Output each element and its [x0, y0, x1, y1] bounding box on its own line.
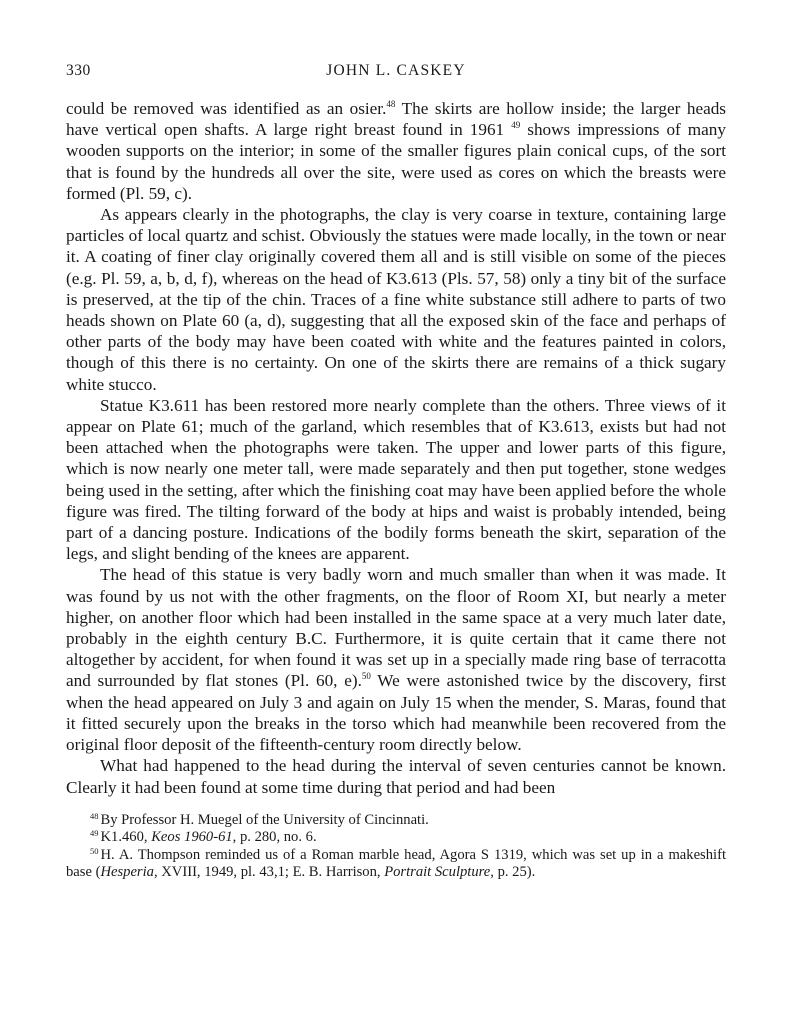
footnote-reference: 48 [386, 99, 396, 109]
paragraph-4 [66, 564, 726, 755]
text-run: , p. 25). [490, 864, 536, 881]
text-run: H. A. Thompson reminded us of a Roman marble head, Agora S 1319, which was set up in a makeshift base ( [66, 846, 726, 881]
page-number: 330 [66, 62, 91, 79]
paragraph-5 [66, 755, 726, 797]
text-run: The skirts are hollow inside; the larger heads have vertical open shafts. A large right breast found in 1961 [66, 99, 726, 140]
italic-title: Hesperia [100, 864, 154, 881]
footnotes [66, 812, 726, 882]
text-run: We were astonished twice by the discovery, first when the head appeared on July 3 and again on July 15 when the mender, S. Maras, found that it fitted securely upon the breaks in the torso which had meanwhile been recovered from the original floor deposit of the fifteenth-century room directly below. [66, 671, 726, 755]
page-header [66, 58, 726, 88]
text-run: What had happened to the head during the interval of seven centuries cannot be known. Clearly it had been found at some time during that period and had been [66, 756, 726, 797]
text-run: As appears clearly in the photographs, the clay is very coarse in texture, containing large particles of local quartz and schist. Obviously the statues were made locally, in the town or near it. A coating of finer clay originally covered them all and is still visible on some of the pieces (e.g. Pl. 59, a, b, d, f), whereas on the head of K3.613 (Pls. 57, 58) only a tiny bit of the surface is preserved, at the tip of the chin. Traces of a fine white substance still adhere to parts of two heads shown on Plate 60 (a, d), suggesting that all the exposed skin of the face and perhaps of other parts of the body may have been coated with white and the features painted in colors, though of this there is no certainty. On one of the skirts there are remains of a thick sugary white stucco. [66, 205, 726, 394]
italic-title: Portrait Sculpture [384, 864, 491, 881]
text-run: K1.460, [100, 829, 152, 846]
italic-title: Keos 1960-61 [151, 829, 233, 846]
running-head: JOHN L. CASKEY [326, 62, 466, 79]
paragraph-3 [66, 395, 726, 565]
text-run: shows impressions of many wooden supports on the interior; in some of the smaller figures plain conical cups, of the sort that is found by the hundreds all over the site, were used as cores on which the breasts were formed (Pl. 59, c). [66, 120, 726, 203]
text-run: By Professor H. Muegel of the University of Cincinnati. [100, 811, 429, 828]
footnote-48 [66, 812, 726, 830]
footnote-50 [66, 847, 726, 882]
text-run: , XVIII, 1949, pl. 43,1; E. B. Harrison, [153, 864, 385, 881]
page [66, 58, 726, 882]
paragraph-2 [66, 204, 726, 395]
text-run: , p. 280, no. 6. [232, 829, 317, 846]
paragraph-1 [66, 98, 726, 204]
footnote-49 [66, 829, 726, 847]
footnote-reference: 49 [511, 120, 521, 131]
footnote-number: 50 [90, 845, 99, 856]
footnote-reference: 50 [361, 671, 371, 682]
text-run: Statue K3.611 has been restored more nearly complete than the others. Three views of it appear on Plate 61; much of the garland, which resembles that of K3.613, exists but had not been attached when the photographs were taken. The upper and lower parts of this figure, which is now nearly one meter tall, were made separately and then put together, stone wedges being used in the setting, after which the finishing coat may have been applied before the whole figure was fired. The tilting forward of the body at hips and waist is probably intended, being part of a dancing posture. Indications of the bodily forms beneath the skirt, separation of the legs, and slight bending of the knees are apparent. [66, 395, 726, 564]
body-text [66, 98, 726, 798]
footnote-number: 48 [90, 810, 99, 821]
text-run: could be removed was identified as an osier. [66, 99, 387, 118]
text-run: The head of this statue is very badly worn and much smaller than when it was made. It was found by us not with the other fragments, on the floor of Room XI, but nearly a meter higher, on another floor which had been installed in the same space at a very much later date, probably in the eighth century B.C. Furthermore, it is quite certain that it came there not altogether by accident, for when found it was set up in a specially made ring base of terracotta and surrounded by flat stones (Pl. 60, e). [66, 565, 726, 691]
footnote-number: 49 [90, 828, 99, 839]
